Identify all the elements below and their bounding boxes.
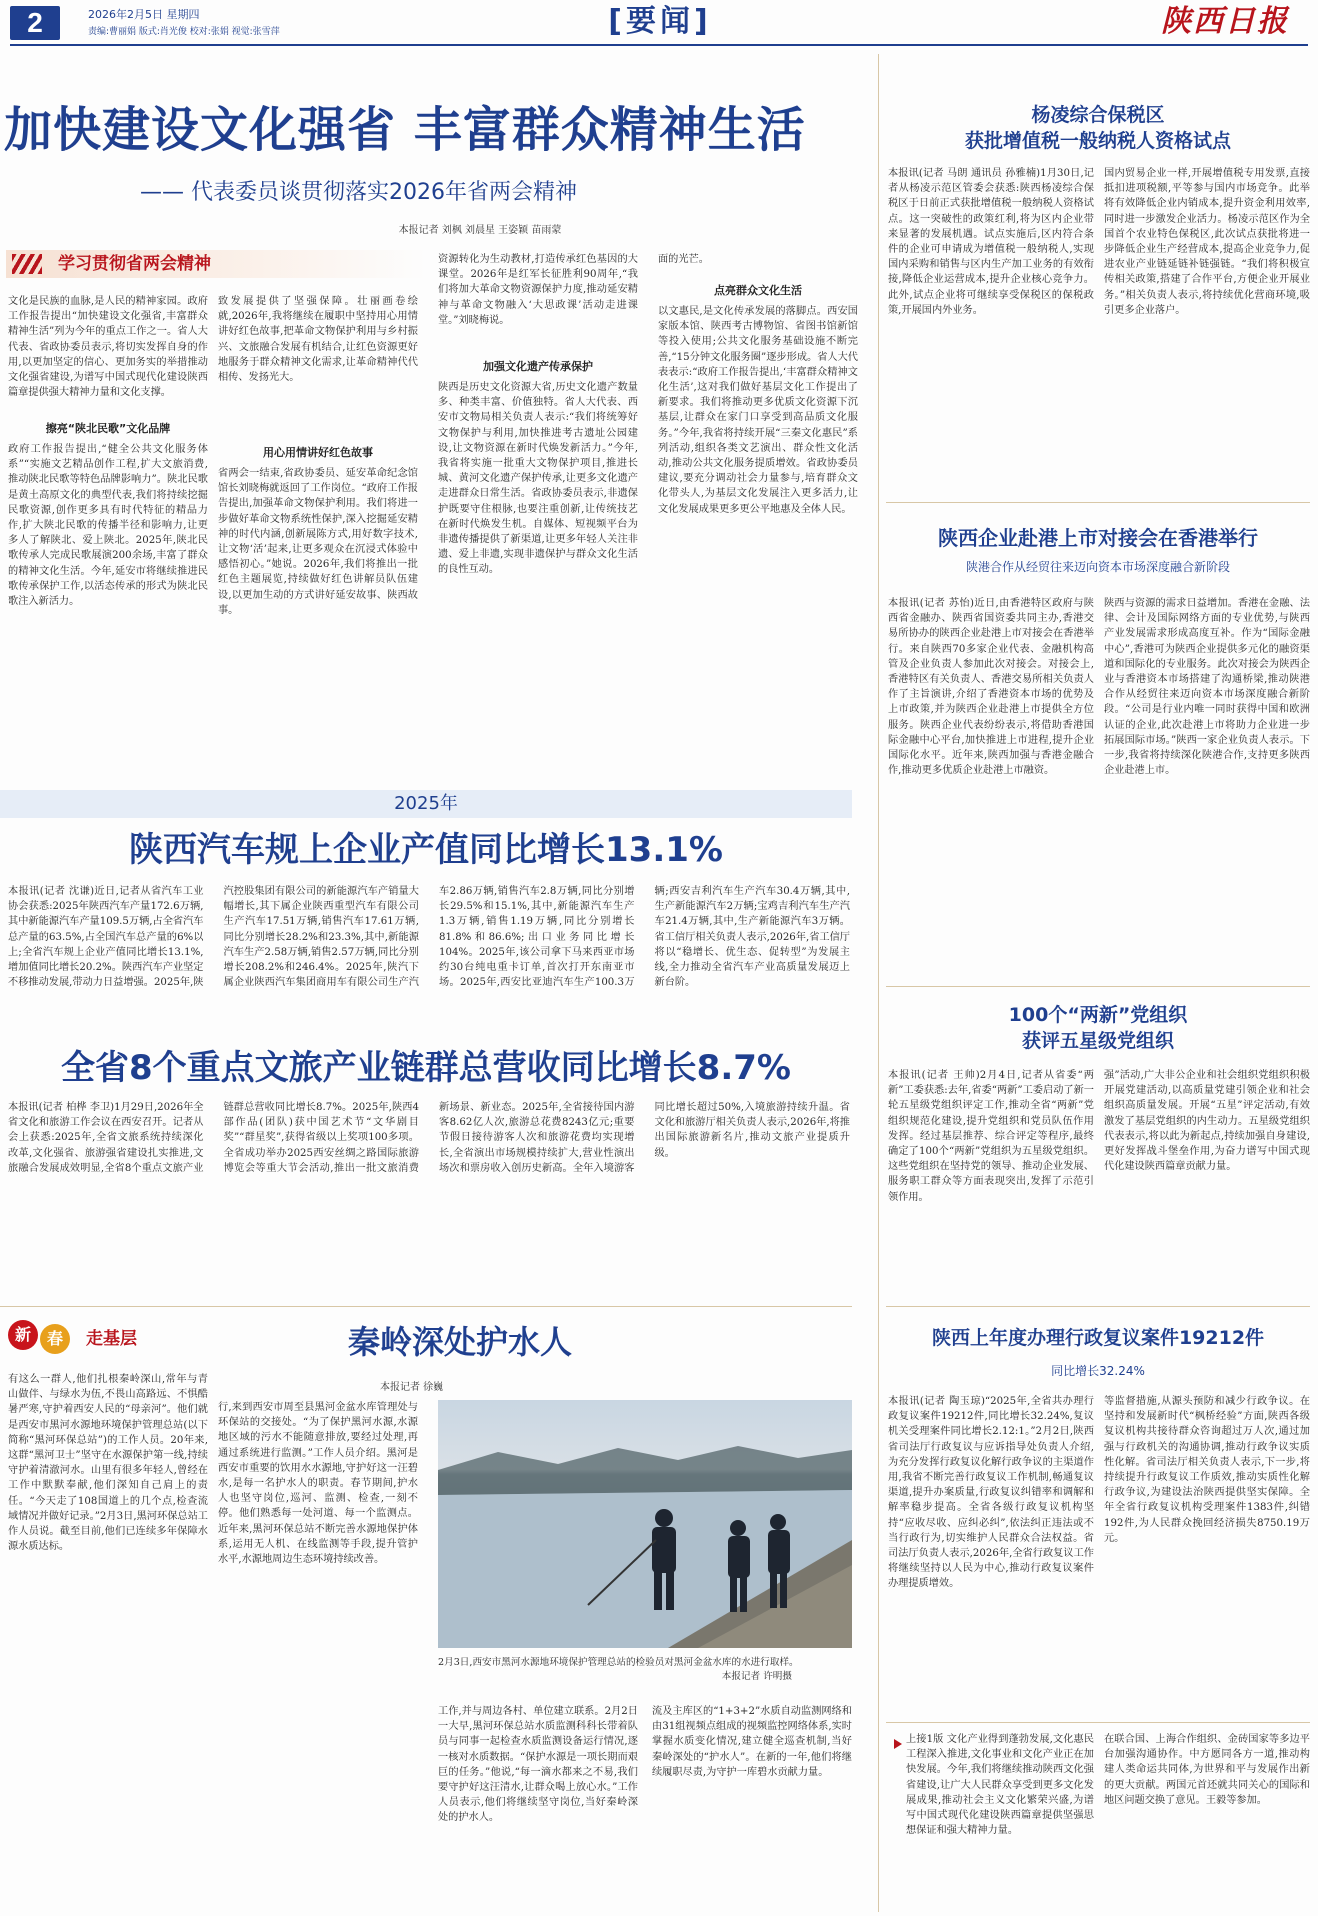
culture-headline: 全省8个重点文旅产业链群总营收同比增长8.7% <box>61 1048 791 1088</box>
red-triangle-marker-icon <box>894 1739 902 1749</box>
water-photo-illustration <box>438 1400 852 1648</box>
review-body-left: 本报讯(记者 陶玉琼)“2025年,全省共办理行政复议案件19212件,同比增长32.24%,复议机关受理案件同比增长2.12:1。”2月2日,陕西省司法厅行政复议与应诉指导处负责人介绍,为充分发挥行政复议化解行政争议的主渠道作用,我省不断完善行政复议工作机制,畅通复议渠道,提升办案质量,行政复议纠错率和调解和解率稳步提高。全省各级行政复议机构坚持“应收尽收、应纠必纠”,依法纠正违法或不当行政行为,切实维护人民群众合法权益。省司法厅负责人表示,2026年,全省行政复议工作将继续坚持以人民为中心,推动行政复议案件办理提质增效。 <box>888 1396 1094 1590</box>
party-divider <box>886 1306 1310 1307</box>
lead-subhead-4: 点亮群众文化生活 <box>714 284 802 297</box>
spring-label-text: 走基层 <box>86 1329 137 1349</box>
party-body-right: 强”活动,广大非公企业和社会组织党组织积极开展党建活动,以高质量党建引领企业和社会组织高质量发展。开展“五星”评定活动,有效激发了基层党组织的内生动力。五星级党组织代表表示,将以此为新起点,持续加强自身建设,更好发挥战斗堡垒作用,为奋力谱写中国式现代化建设陕西篇章贡献力量。 <box>1104 1070 1310 1173</box>
lead-col3-para1: 资源转化为生动教材,打造传承红色基因的大课堂。2026年是红军长征胜利90周年,“我们将加大革命文物资源保护力度,推动延安精神与革命文物融入‘大思政课’活动走进课堂。”刘晓梅说。 <box>438 254 638 326</box>
water-col3: 工作,并与周边各村、单位建立联系。2月2日一大早,黑河环保总站水质监测科科长带着队员与同事一起检查水质监测设备运行情况,逐一核对水质数据。“保护水源是一项长期而艰巨的任务。”他说,“每一滴水都来之不易,我们要守护好这汪清水,让群众喝上放心水。”工作人员表示,他们将继续坚守岗位,当好秦岭深处的护水人。 <box>438 1706 638 1824</box>
party-headline-1: 100个“两新”党组织 <box>1008 1004 1188 1026</box>
water-headline: 秦岭深处护水人 <box>347 1323 572 1361</box>
auto-headline: 陕西汽车规上企业产值同比增长13.1% <box>129 830 723 870</box>
water-col4: 流及主库区的“1+3+2”水质自动监测网络和由31组视频点组成的视频监控网络体系,实时掌握水质变化情况,建立健全巡查机制,当好秦岭深处的“护水人”。在新的一年,他们将继续履职尽责,为守护一库碧水贡献力量。 <box>652 1706 852 1778</box>
lead-byline: 本报记者 刘枫 刘晨星 王姿颖 苗雨蒙 <box>398 225 562 236</box>
header-date: 2026年2月5日 星期四 <box>88 8 200 21</box>
photo-caption-text: 2月3日,西安市黑河水源地环境保护管理总站的检验员对黑河金盆水库的水进行取样。 <box>438 1657 799 1668</box>
section-title: 要闻 <box>626 4 694 39</box>
red-slash-marker-icon <box>12 254 42 274</box>
party-headline-2: 获评五星级党组织 <box>1021 1030 1174 1052</box>
lead-subtitle: —— 代表委员谈贯彻落实2026年省两会精神 <box>140 180 577 205</box>
lower-divider <box>0 1306 852 1307</box>
page-number-box <box>10 6 60 40</box>
section-label <box>500 2 820 42</box>
header-editors: 责编:曹丽娟 版式:肖光俊 校对:张娟 视觉:张雪萍 <box>88 27 280 37</box>
lead-subhead-3: 加强文化遗产传承保护 <box>483 360 593 373</box>
lead-col2-para1: 致发展提供了坚强保障。壮丽画卷绘就,2026年,我将继续在履职中坚持用心用情讲好红色故事,把革命文物保护利用与乡村振兴、文旅融合发展有机结合,让红色资源更好地服务于群众精神文化需求,让革命精神代代相传、发扬光大。 <box>218 296 418 384</box>
culture-body: 本报讯(记者 柏桦 李卫)1月29日,2026年全省文化和旅游工作会议在西安召开。记者从会上获悉:2025年,全省文旅系统持续深化改革,文化强省、旅游强省建设扎实推进,文旅融合发展成效明显,全省8个重点文旅产业链群总营收同比增长8.7%。2025年,陕西4部作品(团队)获中国艺术节“文华剧目奖”“群星奖”,获得省级以上奖项100多项。全省成功举办2025西安丝绸之路国际旅游博览会等重大节会活动,推出一批文旅消费新场景、新业态。2025年,全省接待国内游客8.62亿人次,旅游总花费8243亿元;重要节假日接待游客人次和旅游花费均实现增长,全省演出市场规模持续扩大,营业性演出场次和票房收入创历史新高。全年入境游客同比增长超过50%,入境旅游持续升温。省文化和旅游厅相关负责人表示,2026年,将推出国际旅游新名片,推动文旅产业提质升级。 <box>8 1102 850 1174</box>
page-number: 2 <box>27 7 43 38</box>
party-body-left: 本报讯(记者 王帅)2月4日,记者从省委“两新”工委获悉:去年,省委“两新”工委启动了新一轮五星级党组织评定工作,推动全省“两新”党组织规范化建设,提升党组织和党员队伍作用发挥。经过基层推荐、综合评定等程序,最终确定了100个“两新”党组织为五星级党组织。这些党组织在坚持党的领导、推动企业发展、服务职工群众等方面表现突出,发挥了示范引领作用。 <box>888 1070 1094 1203</box>
hk-subtitle: 陕港合作从经贸往来迈向资本市场深度融合新阶段 <box>965 560 1230 574</box>
water-col2: 行,来到西安市周至县黑河金盆水库管理处与环保站的交接处。“为了保护黑河水源,水源地区域的污水不能随意排放,要经过处理,再通过系统进行监测。”工作人员介绍。黑河是西安市重要的饮用水水源地,守护好这一汪碧水,是每一名护水人的职责。春节期间,护水人也坚守岗位,巡河、监测、检查,一刻不停。他们熟悉每一处河道、每一个监测点。近年来,黑河环保总站不断完善水源地保护体系,运用无人机、在线监测等手段,提升管护水平,水源地周边生态环境持续改善。 <box>218 1402 418 1566</box>
hk-headline: 陕西企业赴港上市对接会在香港举行 <box>938 526 1258 550</box>
lead-subhead-1: 擦亮“陕北民歌”文化品牌 <box>45 422 171 435</box>
right-column-rule <box>878 54 879 1912</box>
year-band <box>0 790 852 818</box>
water-photo-caption <box>438 1656 852 1696</box>
photo-credit: 本报记者 许明摄 <box>721 1671 792 1682</box>
spring-char-2: 春 <box>40 1324 70 1354</box>
lead-col2-para2: 省两会一结束,省政协委员、延安革命纪念馆馆长刘晓梅就返回了工作岗位。“政府工作报告提出,加强革命文物保护利用。我们将进一步做好革命文物系统性保护,深入挖掘延安精神的时代内涵,创新展陈方式,用好数字技术,让文物‘活’起来,让更多观众在沉浸式体验中感悟初心。”她说。2026年,我们将推出一批红色主题展览,持续做好红色讲解员队伍建设,以更加生动的方式讲好延安故事、陕西故事。 <box>218 468 418 616</box>
yangling-divider <box>886 502 1310 503</box>
lead-headline: 加快建设文化强省 丰富群众精神生活 <box>4 102 806 158</box>
lead-col3-para2: 陕西是历史文化资源大省,历史文化遗产数量多、种类丰富、价值独特。省人大代表、西安市文物局相关负责人表示:“我们将统筹好文物保护与利用,加快推进考古遗址公园建设,让文物资源在新时代焕发新活力。”今年,我省将实施一批重大文物保护项目,推进长城、黄河文化遗产保护传承,让更多文化遗产走进群众日常生活。省政协委员表示,非遗保护既要守住根脉,也要注重创新,让传统技艺在新时代焕发生机。自媒体、短视频平台为非遗传播提供了新渠道,让更多年轻人关注非遗、爱上非遗,实现非遗保护与群众文化生活的良性互动。 <box>438 382 638 576</box>
yangling-body-left: 本报讯(记者 马朗 通讯员 孙雅楠)1月30日,记者从杨凌示范区管委会获悉:陕西杨凌综合保税区于日前正式获批增值税一般纳税人资格试点。这一突破性的政策红利,将为区内企业带来显著的发展机遇。试点实施后,区内符合条件的企业可申请成为增值税一般纳税人,实现国内采购和销售与区内生产加工业务的有效衔接,降低企业运营成本,提升企业核心竞争力。此外,试点企业将可继续享受保税区的保税政策,开展国内外业务。 <box>888 168 1094 316</box>
yangling-headline-1: 杨凌综合保税区 <box>1031 104 1165 126</box>
hk-body-left: 本报讯(记者 苏怡)近日,由香港特区政府与陕西省金融办、陕西省国资委共同主办,香港交易所协办的陕西企业赴港上市对接会在香港举行。来自陕西70多家企业代表、金融机构高管及企业负责人参加此次对接会。对接会上,香港特区有关负责人、香港交易所相关负责人作了主旨演讲,介绍了香港资本市场的优势及上市政策,并为陕西企业赴港上市提供全方位服务。陕西企业代表纷纷表示,将借助香港国际金融中心平台,加快推进上市进程,提升企业国际化水平。近年来,陕西加强与香港金融合作,推动更多优质企业赴港上市融资。 <box>888 598 1094 777</box>
bottom-body-right: 在联合国、上海合作组织、金砖国家等多边平台加强沟通协作。中方愿同各方一道,推动构建人类命运共同体,为世界和平与发展作出新的更大贡献。两国元首还就共同关心的国际和地区问题交换了意见。王毅等参加。 <box>1104 1734 1310 1806</box>
review-divider <box>886 1722 1310 1723</box>
hk-divider <box>886 986 1310 987</box>
column-label-band <box>6 250 426 278</box>
water-col1: 有这么一群人,他们扎根秦岭深山,常年与青山做伴、与绿水为伍,不畏山高路远、不惧酷暑严寒,守护着西安人民的“母亲河”。他们就是西安市黑河水源地环境保护管理总站(以下简称“黑河环保总站”)的工作人员。20年来,这群“黑河卫士”坚守在水源保护第一线,持续守护着清澈河水。山里有很多年轻人,曾经在工作中默默奉献,他们深知自己肩上的责任。“今天走了108国道上的几个点,检查流域情况并做好记录。”2月3日,黑河环保总站工作人员说。截至目前,他们已连续多年保障水源水质达标。 <box>8 1374 208 1553</box>
hk-body-right: 陕西与资源的需求日益增加。香港在金融、法律、会计及国际网络方面的专业优势,与陕西产业发展需求形成高度互补。作为“国际金融中心”,香港可为陕西企业提供多元化的融资渠道和国际化的专业服务。此次对接会为陕西企业与香港资本市场搭建了沟通桥梁,推动陕港合作从经贸往来迈向资本市场深度融合新阶段。“公司是行业内唯一同时获得中国和欧洲认证的企业,此次赴港上市将助力企业进一步拓展国际市场。”陕西一家企业负责人表示。下一步,我省将持续深化陕港合作,支持更多陕西企业赴港上市。 <box>1104 598 1310 777</box>
lead-col4-para2: 以文惠民,是文化传承发展的落脚点。西安国家版本馆、陕西考古博物馆、省图书馆新馆等投入使用;公共文化服务基础设施不断完善,“15分钟文化服务圈”逐步形成。省人大代表表示:“政府工作报告提出,‘丰富群众精神文化生活’,这对我们做好基层文化工作提出了新要求。我们将推动更多优质文化资源下沉基层,让群众在家门口享受到高品质文化服务。”今年,我省将持续开展“三秦文化惠民”系列活动,组织各类文艺演出、群众性文化活动,推动公共文化服务提质增效。省政协委员建议,要充分调动社会力量参与,培育群众文化带头人,为基层文化发展注入更多活力,让文化发展成果更多更公平地惠及全体人民。 <box>658 306 858 515</box>
spring-label <box>8 1318 178 1360</box>
review-body-right: 等监督措施,从源头预防和减少行政争议。在坚持和发展新时代“枫桥经验”方面,陕西各级复议机构共接待群众咨询超过万人次,通过加强与行政机关的沟通协调,推动行政争议实质性化解。省司法厅相关负责人表示,下一步,将持续提升行政复议工作质效,推动实质性化解行政争议,为建设法治陕西提供坚实保障。全年全省行政复议机构受理案件1383件,纠错192件,为人民群众挽回经济损失8750.19万元。 <box>1104 1396 1310 1544</box>
lead-col1-para1: 文化是民族的血脉,是人民的精神家园。政府工作报告提出“加快建设文化强省,丰富群众精神生活”列为今年的重点工作之一。省人大代表、省政协委员表示,将切实发挥自身的作用,以更加坚定的信心、更加务实的举措推动文化强省建设,为谱写中国式现代化建设陕西篇章提供强大精神力量和文化支撑。 <box>8 296 208 399</box>
section-bracket-left: [ <box>608 4 626 39</box>
lead-col4-para1: 面的光芒。 <box>658 254 709 265</box>
column-label: 学习贯彻省两会精神 <box>58 254 211 274</box>
yangling-headline-2: 获批增值税一般纳税人资格试点 <box>964 130 1231 152</box>
header-rule <box>10 44 1308 46</box>
lead-subhead-2: 用心用情讲好红色故事 <box>263 446 373 459</box>
review-subtitle: 同比增长32.24% <box>1051 1364 1145 1378</box>
auto-body: 本报讯(记者 沈谦)近日,记者从省汽车工业协会获悉:2025年陕西汽车产量172.6万辆,其中新能源汽车产量109.5万辆,占全省汽车总产量的63.5%,占全国汽车总产量的6%以上;全省汽车规上企业产值同比增长13.1%,增加值同比增长20.2%。陕西汽车产业坚定不移推动发展,带动力日益增强。2025年,陕汽控股集团有限公司的新能源汽车产销量大幅增长,其下属企业陕西重型汽车有限公司生产汽车17.51万辆,销售汽车17.61万辆,同比分别增长28.2%和23.3%,其中,新能源汽车生产2.58万辆,销售2.57万辆,同比分别增长208.2%和246.4%。2025年,陕汽下属企业陕西汽车集团商用车有限公司生产汽车2.86万辆,销售汽车2.8万辆,同比分别增长29.5%和15.1%,其中,新能源汽车生产1.3万辆,销售1.19万辆,同比分别增长81.8%和86.6%;出口业务同比增长104%。2025年,该公司拿下马来西亚市场约30台纯电重卡订单,首次打开东南亚市场。2025年,西安比亚迪汽车生产100.3万辆;西安吉利汽车生产汽车30.4万辆,其中,生产新能源汽车2万辆;宝鸡吉利汽车生产汽车21.4万辆,其中,生产新能源汽车3万辆。省工信厅相关负责人表示,2026年,省工信厅将以“稳增长、优生态、促转型”为发展主线,全力推动全省汽车产业高质量发展迈上新台阶。 <box>8 886 850 989</box>
masthead-logo: 陕西日报 <box>1161 4 1289 39</box>
lead-col1-para2: 政府工作报告提出,“健全公共文化服务体系”“实施文艺精品创作工程,扩大文旅消费,推动陕北民歌等特色品牌影响力”。陕北民歌是黄土高原文化的典型代表,我们将持续挖掘民歌资源,创作更多具有时代特征的精品力作,扩大陕北民歌的传播半径和影响力,让更多人了解陕北、爱上陕北。2025年,陕北民歌传承人完成民歌展演200余场,丰富了群众的精神文化生活。今年,延安市将继续推进民歌传承保护工作,以活态传承的形式为陕北民歌注入新活力。 <box>8 444 208 608</box>
water-byline: 本报记者 徐巍 <box>380 1382 444 1393</box>
yangling-body-right: 国内贸易企业一样,开展增值税专用发票,直接抵扣进项税额,平等参与国内市场竞争。此举将有效降低企业内销成本,提升资金利用效率,同时进一步激发企业活力。杨凌示范区作为全国首个农业特色保税区,此次试点获批将进一步降低企业生产经营成本,提高企业竞争力,促进农业产业链延链补链强链。“我们将积极宣传相关政策,搭建了合作平台,方便企业开展业务。”相关负责人表示,将持续优化营商环境,吸引更多企业落户。 <box>1104 168 1310 316</box>
bottom-body-left: 上接1版 文化产业得到蓬勃发展,文化惠民工程深入推进,文化事业和文化产业正在加快发展。今年,我们将继续推动陕西文化强省建设,让广大人民群众享受到更多文化发展成果,推动社会主义文化繁荣兴盛,为谱写中国式现代化建设陕西篇章提供坚强思想保证和强大精神力量。 <box>906 1734 1094 1837</box>
spring-char-1: 新 <box>8 1320 38 1350</box>
year-tag: 2025年 <box>394 793 458 814</box>
water-photo <box>438 1400 852 1648</box>
review-headline: 陕西上年度办理行政复议案件19212件 <box>931 1327 1265 1349</box>
section-bracket-right: ] <box>694 4 712 39</box>
